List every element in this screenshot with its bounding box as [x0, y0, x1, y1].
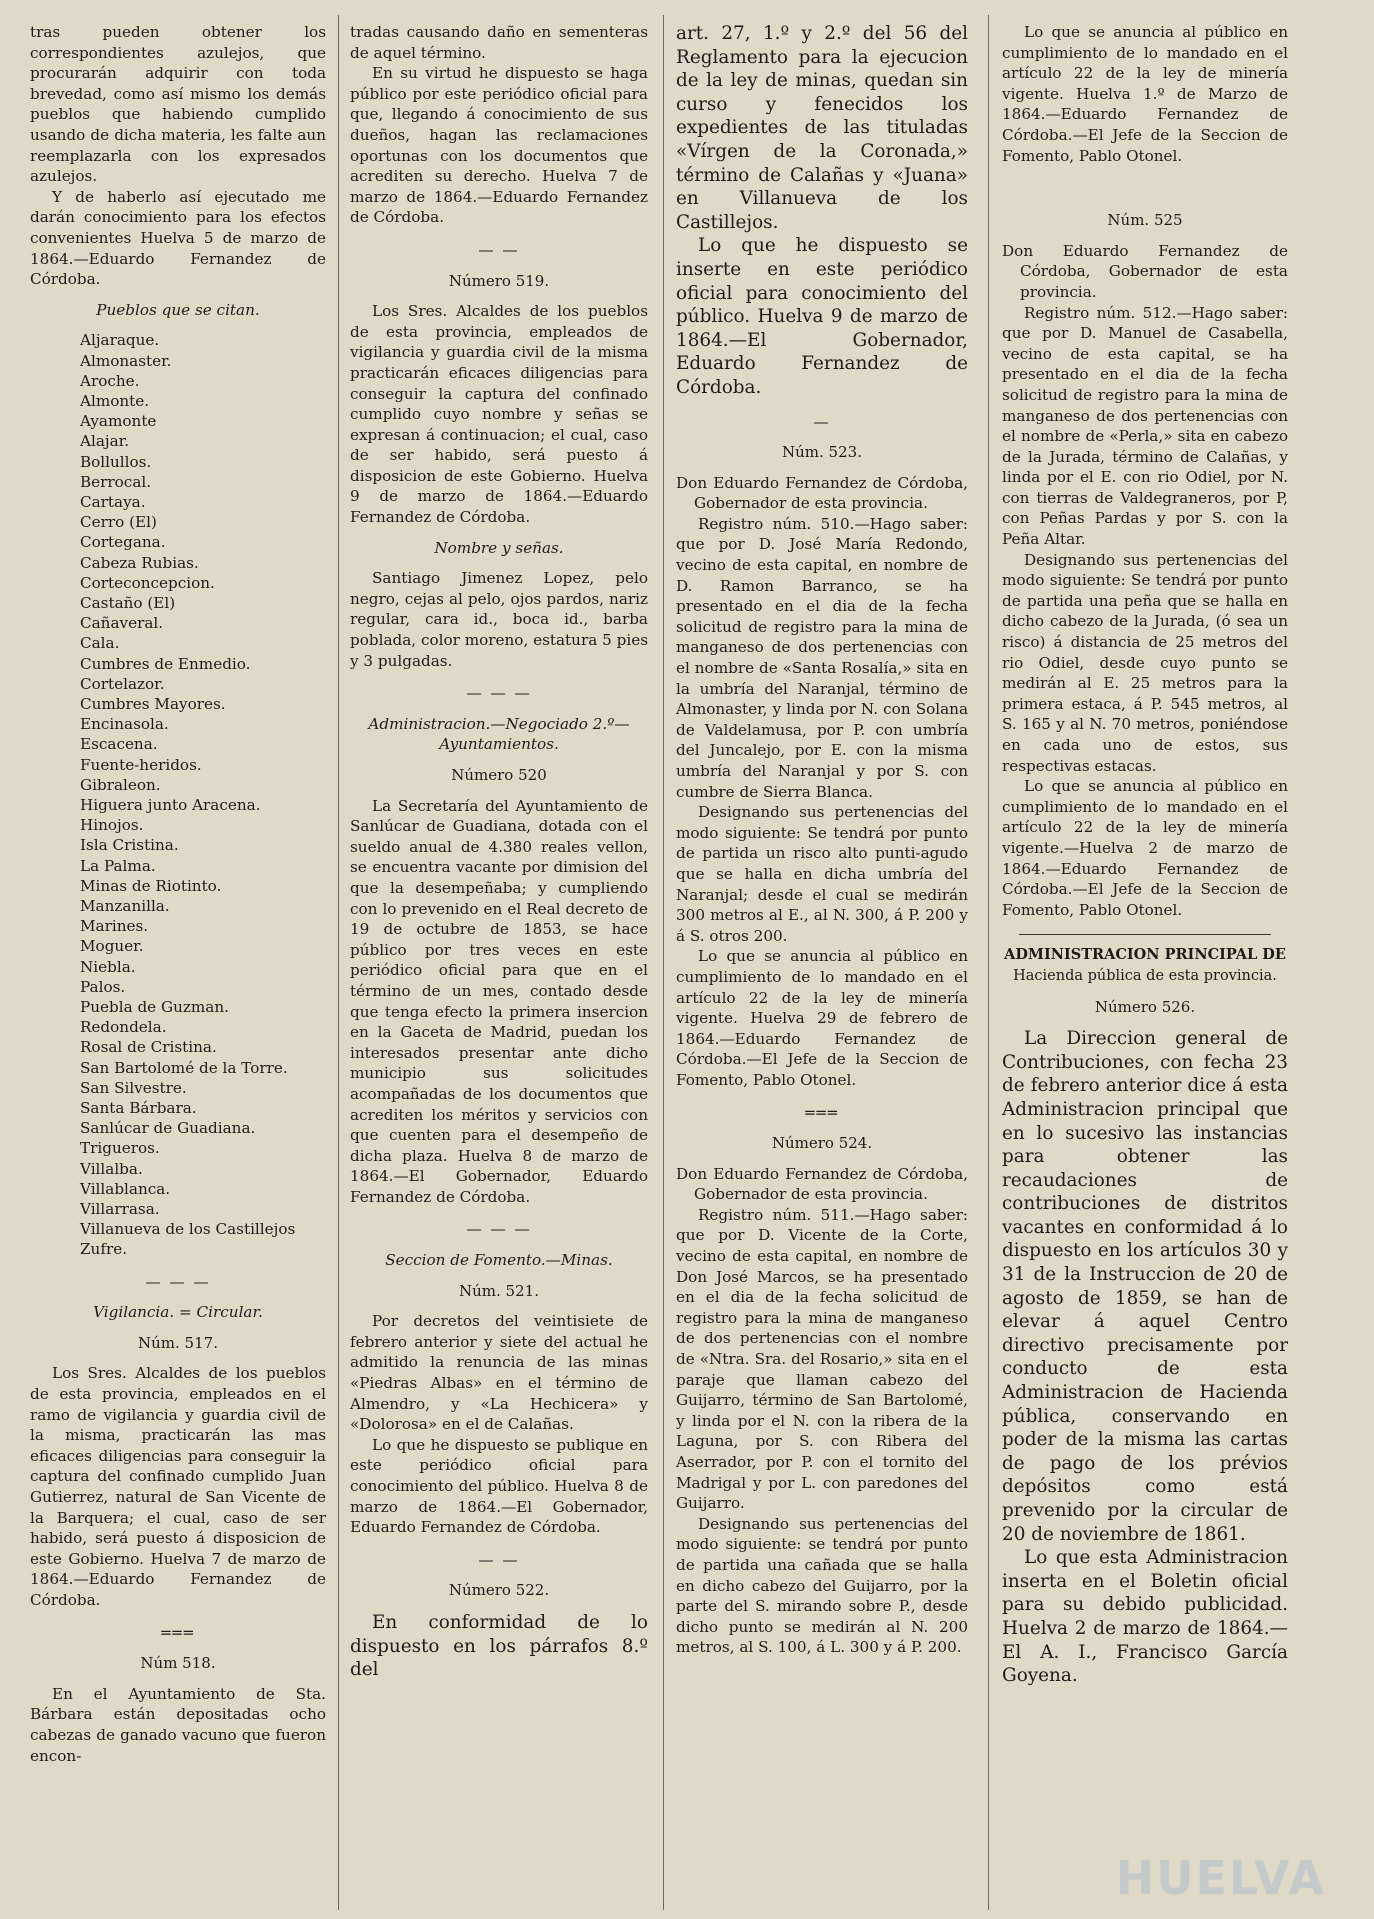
section-heading: Seccion de Fomento.—Minas.: [385, 1251, 613, 1270]
town-item: Castaño (El): [80, 593, 176, 612]
town-item: Villarrasa.: [80, 1200, 160, 1219]
town-item: Aroche.: [80, 371, 140, 390]
town-item: Fuente-heridos.: [80, 755, 202, 774]
town-item: Villablanca.: [80, 1179, 171, 1198]
notice-number: Núm. 525: [1107, 211, 1183, 230]
town-item: Moguer.: [80, 937, 144, 956]
paragraph: Designando sus pertenencias del modo siguiente: Se tendrá por punto de partida una peña que se halla en dicho cabezo de la Jurada, (ó sea un risco) á distancia de 25 metros del rio Odiel, desde cuyo punto se medirán al E. 25 metros para la primera estaca, á P. 545 metros, al S. 165 y al N. 70 metros, poniéndose en cada uno de estos, sus respectivas estacas.: [1002, 550, 1288, 775]
paragraph: tradas causando daño en sementeras de aquel término.: [350, 23, 648, 62]
separator: — —: [478, 240, 520, 259]
town-item: Trigueros.: [80, 1139, 160, 1158]
notice-number: Núm. 523.: [782, 443, 862, 462]
section-heading: ADMINISTRACION PRINCIPAL DE: [1004, 946, 1286, 964]
notice-number: Número 520: [451, 766, 547, 784]
notice-number: Núm 518.: [140, 1654, 216, 1673]
notice-number: Número 519.: [448, 271, 550, 290]
section-heading: Vigilancia. = Circular.: [93, 1303, 263, 1322]
town-item: Higuera junto Aracena.: [80, 795, 261, 814]
town-item: Ayamonte: [80, 412, 157, 431]
notice-number: Número 524.: [771, 1134, 873, 1153]
paragraph: Designando sus pertenencias del modo siguiente: Se tendrá por punto de partida un risco alto punti-agudo que se halla en dicha umbría del Naranjal; desde el cual se medirán 300 metros al E., al N. 300, á P. 200 y á S. otros 200.: [676, 803, 968, 945]
horizontal-rule: [1019, 934, 1271, 935]
governor-line: Don Eduardo Fernandez de Córdoba, Gobernador de esta provincia.: [676, 1164, 968, 1204]
town-item: Almonaster.: [80, 351, 172, 370]
town-item: Alajar.: [80, 432, 130, 451]
town-item: Sanlúcar de Guadiana.: [80, 1119, 256, 1138]
town-item: Redondela.: [80, 1018, 167, 1037]
separator: — — —: [145, 1272, 211, 1291]
town-item: Bollullos.: [80, 452, 152, 471]
separator: ═══: [805, 1103, 839, 1122]
paragraph: Registro núm. 510.—Hago saber: que por D. José María Redondo, vecino de esta capital, en nombre de D. Ramon Barranco, se ha presentado en el dia de la fecha solicitud de registro para la mina de manganeso de dos pertenencias con el nombre de «Santa Rosalía,» sita en la umbría del Naranjal, término de Almonaster, y linda por N. con Solana de Valdelamusa, por P. con umbría del Juncalejo, por E. con la misma umbría del Naranjal y por S. con cumbre de Sierra Blanca.: [676, 514, 968, 801]
section-subheading: Hacienda pública de esta provincia.: [1013, 967, 1277, 984]
governor-line: Don Eduardo Fernandez de Córdoba, Gobernador de esta provincia.: [1002, 241, 1288, 301]
column-3: [676, 22, 968, 1912]
town-item: Corteconcepcion.: [80, 573, 215, 592]
paragraph: Lo que se anuncia al público en cumplimiento de lo mandado en el artículo 22 de la ley de minería vigente. Huelva 1.º de Marzo de 1864.—Eduardo Fernandez de Córdoba.—El Jefe de la Seccion de Fomento, Pablo Otonel.: [1002, 23, 1288, 165]
town-item: Marines.: [80, 917, 149, 936]
town-item: Villalba.: [80, 1159, 143, 1178]
notice-number: Núm. 517.: [138, 1333, 218, 1352]
paragraph: Registro núm. 511.—Hago saber: que por D. Vicente de la Corte, vecino de esta capital, en nombre de Don José Marcos, se ha presentado en el dia de la fecha solicitud de registro para la mina de manganeso de dos pertenencias con el nombre de «Ntra. Sra. del Rosario,» sita en el paraje que llaman cabezo del Guijarro, término de San Bartolomé, y linda por el N. con la ribera de la Laguna, por S. con Ribera del Aserrador, por P. con el tornito del Madrigal y por L. con paredones del Guijarro.: [676, 1205, 968, 1513]
paragraph: Designando sus pertenencias del modo siguiente: se tendrá por punto de partida una cañada que se halla en dicho cabezo del Guijarro, por la parte del S. mirando sobre P., desde dicho punto se medirán al N. 200 metros, al S. 100, á L. 300 y á P. 200.: [676, 1514, 968, 1657]
notice-number: Número 522.: [448, 1581, 550, 1600]
paragraph: art. 27, 1.º y 2.º del 56 del Reglamento para la ejecucion de la ley de minas, quedan sin curso y fenecidos los expedientes de las tituladas «Vírgen de la Coronada,» término de Calañas y «Juana» en Villanueva de los Castillejos.: [676, 23, 968, 233]
town-item: San Bartolomé de la Torre.: [80, 1058, 288, 1077]
notice-number: Número 526.: [1094, 997, 1196, 1016]
town-item: Minas de Riotinto.: [80, 876, 222, 895]
paragraph: Por decretos del veintisiete de febrero anterior y siete del actual he admitido la renuncia de las minas «Piedras Albas» en el término de Almendro, y «La Hechicera» y «Dolorosa» en el de Calañas.: [350, 1312, 648, 1434]
town-item: Palos.: [80, 977, 126, 996]
paragraph: La Direccion general de Contribuciones, con fecha 23 de febrero anterior dice á esta Administracion principal que en lo sucesivo las instancias para obtener las recaudaciones de contribuciones de distritos vacantes en conformidad á lo dispuesto en los artículos 30 y 31 de la Instruccion de 20 de agosto de 1859, se han de elevar á aquel Centro directivo precisamente por conducto de esta Administracion de Hacienda pública, conservando en poder de la misma las cartas de pago de los prévios depósitos como está prevenido por la circular de 20 de noviembre de 1861.: [1002, 1028, 1288, 1545]
column-4: [1002, 22, 1288, 1912]
paragraph: Santiago Jimenez Lopez, pelo negro, cejas al pelo, ojos pardos, nariz regular, cara id., boca id., barba poblada, color moreno, estatura 5 pies y 3 pulgadas.: [350, 569, 648, 670]
town-item: Isla Cristina.: [80, 836, 179, 855]
paragraph: tras pueden obtener los correspondientes azulejos, que procurarán adquirir con toda brevedad, como así mismo los demás pueblos que habiendo cumplido usando de dicha materia, les falte aun reemplazarla con los expresados azulejos.: [30, 23, 326, 186]
town-item: Cortegana.: [80, 533, 166, 552]
paragraph: En el Ayuntamiento de Sta. Bárbara están depositadas ocho cabezas de ganado vacuno que fueron encon-: [30, 1684, 326, 1765]
town-item: Encinasola.: [80, 715, 169, 734]
separator: — — —: [466, 684, 532, 703]
column-rule: [338, 15, 339, 1910]
section-heading: Pueblos que se citan.: [96, 300, 260, 319]
town-item: Cumbres Mayores.: [80, 694, 226, 713]
paragraph: Los Sres. Alcaldes de los pueblos de esta provincia, empleados de vigilancia y guardia civil de la misma practicarán eficaces diligencias para conseguir la captura del confinado cumplido cuyo nombre y señas se expresan á continuacion; el cual, caso de ser habido, será puesto á disposicion de este Gobierno. Huelva 9 de marzo de 1864.—Eduardo Fernandez de Córdoba.: [350, 302, 648, 527]
town-item: Cumbres de Enmedio.: [80, 654, 251, 673]
town-item: Cabeza Rubias.: [80, 553, 199, 572]
separator: — —: [478, 1550, 520, 1569]
town-item: Rosal de Cristina.: [80, 1038, 217, 1057]
town-item: La Palma.: [80, 856, 156, 875]
column-rule: [988, 15, 989, 1910]
town-item: Niebla.: [80, 957, 136, 976]
town-item: Cañaveral.: [80, 614, 164, 633]
section-heading: Nombre y señas.: [434, 538, 564, 557]
column-2: [350, 22, 648, 1912]
paragraph: Lo que se anuncia al público en cumplimiento de lo mandado en el artículo 22 de la ley de minería vigente.—Huelva 2 de marzo de 1864.—Eduardo Fernandez de Córdoba.—El Jefe de la Seccion de Fomento, Pablo Otonel.: [1002, 777, 1288, 919]
town-item: Almonte.: [80, 391, 150, 410]
governor-line: Don Eduardo Fernandez de Córdoba, Gobernador de esta provincia.: [676, 473, 968, 513]
town-item: Cartaya.: [80, 492, 146, 511]
paragraph: En su virtud he dispuesto se haga público por este periódico oficial para que, llegando á conocimiento de sus dueños, hagan las reclamaciones oportunas con los documentos que acrediten su derecho. Huelva 7 de marzo de 1864.—Eduardo Fernandez de Córdoba.: [350, 64, 648, 227]
separator: —: [813, 412, 831, 431]
town-item: Zufre.: [80, 1240, 128, 1259]
town-item: Escacena.: [80, 735, 158, 754]
town-item: Cortelazor.: [80, 674, 165, 693]
notice-number: Núm. 521.: [459, 1281, 539, 1300]
paragraph: Lo que esta Administracion inserta en el Boletin oficial para su debido publicidad. Huelva 2 de marzo de 1864.—El A. I., Francisco García Goyena.: [1002, 1547, 1288, 1687]
paragraph: Lo que he dispuesto se inserte en este periódico oficial para conocimiento del público. Huelva 9 de marzo de 1864.—El Gobernador, Eduardo Fernandez de Córdoba.: [676, 235, 968, 398]
town-item: Santa Bárbara.: [80, 1099, 197, 1118]
paragraph: Lo que he dispuesto se publique en este periódico oficial para conocimiento del público. Huelva 8 de marzo de 1864.—El Gobernador, Eduardo Fernandez de Córdoba.: [350, 1435, 648, 1537]
town-item: Villanueva de los Castillejos: [80, 1220, 296, 1239]
town-item: Cerro (El): [80, 513, 157, 532]
towns-list: [30, 330, 326, 1259]
town-item: Aljaraque.: [80, 331, 160, 350]
watermark: HUELVA: [1115, 1851, 1326, 1905]
section-heading: Administracion.—Negociado 2.º—Ayuntamientos.: [368, 714, 630, 754]
column-1: [30, 22, 326, 1912]
separator: ═══: [161, 1623, 195, 1642]
paragraph: Los Sres. Alcaldes de los pueblos de esta provincia, empleados en el ramo de vigilancia y guardia civil de la misma, practicarán las mas eficaces diligencias para conseguir la captura del confinado cumplido Juan Gutierrez, natural de San Vicente de la Barquera; el cual, caso de ser habido, será puesto á disposicion de este Gobierno. Huelva 7 de marzo de 1864.—Eduardo Fernandez de Córdoba.: [30, 1364, 326, 1609]
column-rule: [663, 15, 664, 1910]
town-item: Hinojos.: [80, 816, 144, 835]
paragraph: Y de haberlo así ejecutado me darán conocimiento para los efectos convenientes Huelva 5 de marzo de 1864.—Eduardo Fernandez de Córdoba.: [30, 187, 326, 289]
separator: — — —: [466, 1220, 532, 1239]
town-item: San Silvestre.: [80, 1078, 187, 1097]
town-item: Gibraleon.: [80, 775, 161, 794]
town-item: Manzanilla.: [80, 897, 170, 915]
paragraph: Lo que se anuncia al público en cumplimiento de lo mandado en el artículo 22 de la ley de minería vigente. Huelva 29 de febrero de 1864.—Eduardo Fernandez de Córdoba.—El Jefe de la Seccion de Fomento, Pablo Otonel.: [676, 947, 968, 1089]
town-item: Berrocal.: [80, 472, 152, 491]
paragraph: Registro núm. 512.—Hago saber: que por D. Manuel de Casabella, vecino de esta capital, se ha presentado en el dia de la fecha solicitud de registro para la mina de manganeso de dos pertenencias con el nombre de «Perla,» sita en cabezo de la Jurada, término de Calañas, y linda por el E. con rio Odiel, por N. con tierras de Valdegraneros, por P, con Peñas Pardas y por S. con la Peña Altar.: [1002, 303, 1288, 549]
paragraph: En conformidad de lo dispuesto en los párrafos 8.º del: [350, 1611, 648, 1681]
town-item: Cala.: [80, 634, 120, 653]
paragraph: La Secretaría del Ayuntamiento de Sanlúcar de Guadiana, dotada con el sueldo anual de 4.380 reales vellon, se encuentra vacante por dimision del que la desempeñaba; y cumpliendo con lo prevenido en el Real decreto de 19 de octubre de 1853, se hace público por tres veces en este periódico oficial para que en el término de un mes, contado desde que tenga efecto la primera insercion en la Gaceta de Madrid, puedan los interesados presentar ante dicho municipio sus solicitudes acompañadas de los documentos que acrediten los méritos y servicios con que cuenten para el desempeño de dicha plaza. Huelva 8 de marzo de 1864.—El Gobernador, Eduardo Fernandez de Córdoba.: [350, 796, 648, 1206]
town-item: Puebla de Guzman.: [80, 998, 229, 1017]
